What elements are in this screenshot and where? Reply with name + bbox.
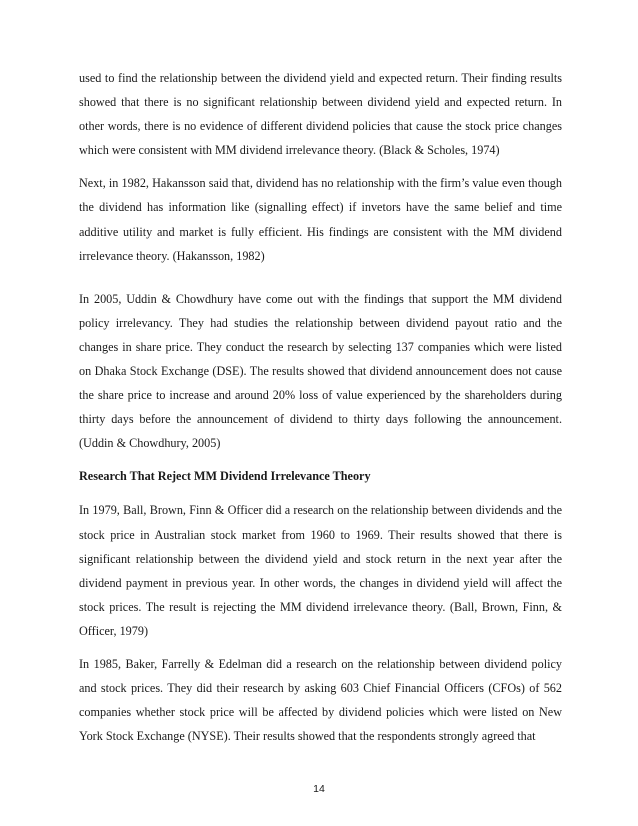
paragraph-uddin-chowdhury: In 2005, Uddin & Chowdhury have come out with the findings that support the MM dividend policy irrelevancy. They had studies the relationship between dividend payout ratio and the changes in share price. They conduct the research by selecting 137 companies which were listed on Dhaka Stock Exchange (DSE). The results showed that dividend announcement does not cause the share price to increase and around 20% loss of value experienced by the shareholders during thirty days before the announcement of dividend to thirty days following the announcement. (Uddin & Chowdhury, 2005)	[79, 291, 562, 451]
paragraph-hakansson: Next, in 1982, Hakansson said that, dividend has no relationship with the firm’s value even though the dividend has information like (signalling effect) if invetors have the same belief and time additive utility and market is fully efficient. His findings are consistent with the MM dividend irrelevance theory. (Hakansson, 1982)	[79, 176, 562, 263]
page-number: 14	[313, 783, 325, 795]
section-heading: Research That Reject MM Dividend Irrelevance Theory	[79, 469, 371, 484]
page-body	[79, 66, 562, 757]
paragraph-ball-brown-finn-officer: In 1979, Ball, Brown, Finn & Officer did a research on the relationship between dividends and the stock price in Australian stock market from 1960 to 1969. Their results showed that there is significant relationship between the dividend yield and stock return in the next year after the dividend payment in previous year. In other words, the changes in dividend yield will affect the stock prices. The result is rejecting the MM dividend irrelevance theory. (Ball, Brown, Finn, & Officer, 1979)	[79, 503, 562, 638]
paragraph-black-scholes: used to find the relationship between the dividend yield and expected return. Their finding results showed that there is no significant relationship between dividend yield and expected return. In other words, there is no evidence of different dividend policies that cause the stock price changes which were consistent with MM dividend irrelevance theory. (Black & Scholes, 1974)	[79, 71, 562, 158]
paragraph-baker-farrelly-edelman: In 1985, Baker, Farrelly & Edelman did a research on the relationship between dividend policy and stock prices. They did their research by asking 603 Chief Financial Officers (CFOs) of 562 companies whether stock price will be affected by dividend policies which were listed on New York Stock Exchange (NYSE). Their results showed that the respondents strongly agreed that	[79, 656, 562, 744]
